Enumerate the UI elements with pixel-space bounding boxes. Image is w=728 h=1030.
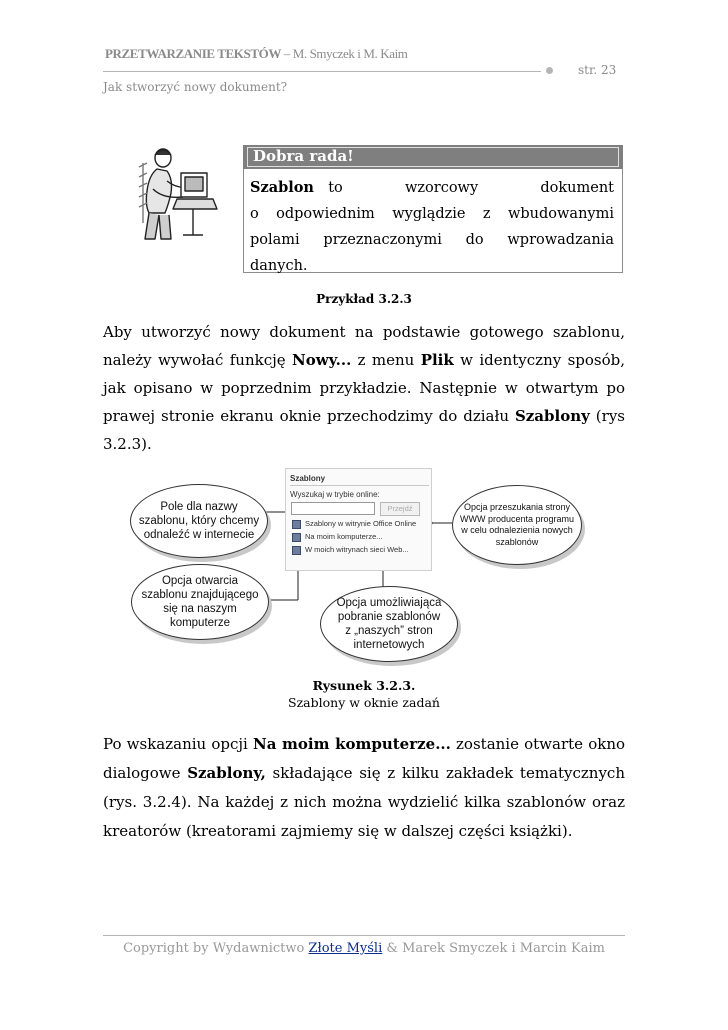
callout-2-line-3: w celu odnalezienia nowych (461, 525, 573, 535)
tip-line-3: polami przeznaczonymi do wprowadzania (250, 232, 614, 248)
para2-text-2: zostanie otwarte okno dialogowe (103, 735, 626, 782)
on-my-computer-link-label: Na moim komputerze... (305, 532, 383, 541)
template-search-input[interactable] (291, 502, 375, 515)
paragraph-2 (103, 730, 625, 846)
office-online-link-label: Szablony w witrynie Office Online (305, 519, 417, 528)
on-my-computer-link[interactable] (292, 532, 383, 542)
callout-4-line-2: pobranie szablonów (337, 611, 441, 623)
callout-3-line-1: Opcja otwarcia (161, 575, 239, 587)
para1-bold-szablony: Szablony (514, 407, 590, 425)
callout-1-line-1: Pole dla nazwy (160, 501, 238, 513)
tip-line-2: o odpowiednim wyglądzie z wbudowanymi (250, 206, 614, 222)
para2-bold-my-computer: Na moim komputerze... (253, 735, 451, 753)
callout-2-line-1: Opcja przeszukania strony (463, 502, 571, 512)
para2-text-1: Po wskazaniu opcji (103, 735, 253, 753)
callout-3-line-4: komputerze (169, 617, 231, 629)
example-label-text: Przykład 3.2.3 (316, 292, 412, 306)
figure-caption-label: Rysunek 3.2.3. (312, 678, 416, 693)
page-number: str. 23 (578, 63, 617, 77)
publisher-link[interactable]: Złote Myśli (308, 941, 383, 956)
para1-bold-plik: Plik (420, 351, 454, 369)
para1-text-4: (rys 3.2.3). (103, 407, 625, 453)
callout-my-computer (131, 564, 269, 640)
callout-search-field (130, 484, 268, 558)
para1-text-1: Aby utworzyć nowy dokument na podstawie gotowego szablonu, należy wywołać funkcję (103, 323, 625, 369)
callout-web-sites (320, 586, 458, 662)
footer-text-2: & Marek Smyczek i Marcin Kaim (382, 941, 605, 956)
my-web-sites-link-label: W moich witrynach sieci Web... (305, 545, 409, 554)
globe-icon (292, 520, 301, 529)
templates-task-pane (285, 468, 432, 571)
callout-2-line-2: WWW producenta programu (459, 513, 575, 524)
computer-icon (292, 533, 301, 542)
task-pane-title: Szablony (290, 474, 326, 483)
para1-bold-nowy: Nowy... (292, 351, 352, 369)
header-title-bold: PRZETWARZANIE TEKSTÓW (105, 46, 281, 61)
callout-1-line-3: odnaleźć w internecie (143, 529, 255, 541)
callout-1-line-2: szablonu, który chcemy (138, 515, 260, 527)
para2-text-3: składające się z kilku zakładek tematycznych (rys. 3.2.4). Na każdej z nich można wydzielić kilka szablonów oraz kreatorów (kreatorami zajmiemy się w dalszej części książki). (103, 764, 625, 840)
callout-4-line-3: z „naszych” stron (345, 625, 433, 637)
task-pane-divider (290, 485, 429, 486)
callout-2-line-4: szablonów (495, 536, 539, 547)
tip-line-4: danych. (250, 258, 308, 274)
footer-copyright (0, 941, 728, 956)
figure-caption-text: Szablony w oknie zadań (288, 695, 440, 710)
callout-office-online (452, 485, 582, 565)
header-title-authors: – M. Smyczek i M. Kaim (280, 46, 408, 61)
callout-4-line-4: internetowych (353, 639, 425, 651)
footer-rule (103, 935, 625, 936)
figure-caption (0, 677, 728, 711)
tip-term: Szablon (250, 179, 314, 196)
tip-box-heading: Dobra rada! (253, 147, 354, 165)
para1-text-3: w identyczny sposób, jak opisano w poprzednim przykładzie. Następnie w otwartym po prawej stronie ekranu oknie przechodzimy do działu (103, 351, 625, 425)
office-online-link[interactable] (292, 519, 416, 529)
search-online-label: Wyszukaj w trybie online: (290, 490, 380, 499)
my-web-sites-link[interactable] (292, 545, 409, 555)
para1-text-2: z menu (351, 351, 421, 369)
chapter-subtitle: Jak stworzyć nowy dokument? (103, 80, 288, 94)
callout-3-line-2: szablonu znajdującego (141, 589, 259, 601)
callout-4-line-1: Opcja umożliwiająca (336, 597, 442, 609)
callout-3-line-3: się na naszym (163, 603, 237, 615)
footer-text-1: Copyright by Wydawnictwo (123, 941, 309, 956)
go-button[interactable]: Przejdź (380, 502, 420, 516)
para2-bold-szablony: Szablony, (187, 764, 266, 782)
tip-line-1-rest: to wzorcowy dokument (328, 180, 615, 196)
web-folder-icon (292, 546, 301, 555)
